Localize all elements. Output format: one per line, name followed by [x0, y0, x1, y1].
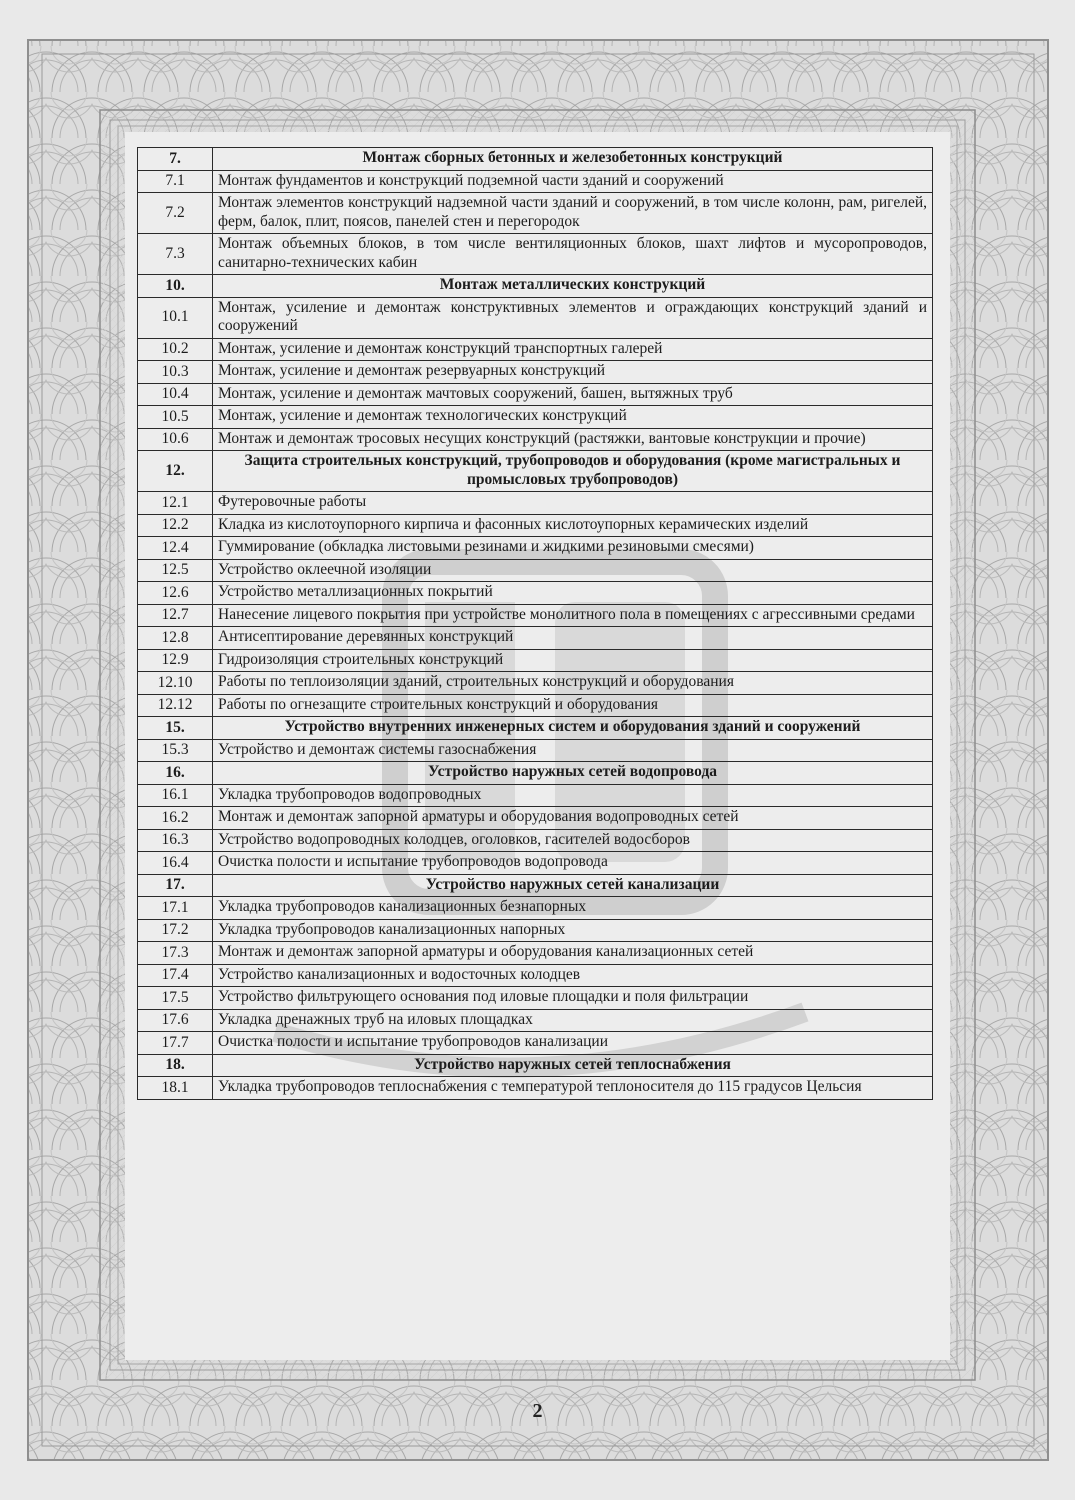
work-description: Устройство оклеечной изоляции	[213, 559, 933, 582]
table-row	[138, 492, 933, 515]
work-code: 16.	[138, 762, 213, 785]
table-row	[138, 852, 933, 875]
table-row	[138, 784, 933, 807]
work-code: 7.	[138, 148, 213, 171]
work-description: Гуммирование (обкладка листовыми резинами и жидкими резиновыми смесями)	[213, 537, 933, 560]
work-code: 12.2	[138, 514, 213, 537]
work-description: Футеровочные работы	[213, 492, 933, 515]
table-row	[138, 942, 933, 965]
work-description: Укладка трубопроводов водопроводных	[213, 784, 933, 807]
table-row	[138, 1009, 933, 1032]
work-code: 10.4	[138, 383, 213, 406]
work-description: Монтаж объемных блоков, в том числе вентиляционных блоков, шахт лифтов и мусоропроводов, санитарно-технических кабин	[213, 234, 933, 275]
work-code: 7.3	[138, 234, 213, 275]
table-row	[138, 649, 933, 672]
work-code: 17.2	[138, 919, 213, 942]
work-code: 12.8	[138, 627, 213, 650]
work-description: Устройство и демонтаж системы газоснабжения	[213, 739, 933, 762]
table-row	[138, 338, 933, 361]
work-code: 7.1	[138, 170, 213, 193]
work-description: Монтаж, усиление и демонтаж конструкций транспортных галерей	[213, 338, 933, 361]
work-code: 10.5	[138, 406, 213, 429]
work-code: 12.	[138, 451, 213, 492]
work-description: Монтаж и демонтаж запорной арматуры и оборудования водопроводных сетей	[213, 807, 933, 830]
work-description: Антисептирование деревянных конструкций	[213, 627, 933, 650]
work-code: 12.1	[138, 492, 213, 515]
work-code: 12.10	[138, 672, 213, 695]
work-description: Устройство канализационных и водосточных колодцев	[213, 964, 933, 987]
work-code: 18.	[138, 1054, 213, 1077]
work-description: Монтаж и демонтаж запорной арматуры и оборудования канализационных сетей	[213, 942, 933, 965]
table-row	[138, 964, 933, 987]
work-description: Кладка из кислотоупорного кирпича и фасонных кислотоупорных керамических изделий	[213, 514, 933, 537]
work-description: Укладка дренажных труб на иловых площадках	[213, 1009, 933, 1032]
work-code: 12.7	[138, 604, 213, 627]
work-description: Монтаж, усиление и демонтаж мачтовых сооружений, башен, вытяжных труб	[213, 383, 933, 406]
work-code: 10.3	[138, 361, 213, 384]
work-code: 16.4	[138, 852, 213, 875]
table-row	[138, 297, 933, 338]
section-title: Монтаж металлических конструкций	[213, 275, 933, 298]
work-description: Укладка трубопроводов канализационных напорных	[213, 919, 933, 942]
work-code: 12.9	[138, 649, 213, 672]
table-row	[138, 170, 933, 193]
table-row	[138, 582, 933, 605]
section-row	[138, 451, 933, 492]
table-row	[138, 604, 933, 627]
work-code: 17.4	[138, 964, 213, 987]
table-row	[138, 361, 933, 384]
table-row	[138, 672, 933, 695]
work-code: 17.3	[138, 942, 213, 965]
work-description: Работы по огнезащите строительных конструкций и оборудования	[213, 694, 933, 717]
table-row	[138, 428, 933, 451]
table-row	[138, 234, 933, 275]
section-row	[138, 762, 933, 785]
work-description: Укладка трубопроводов канализационных безнапорных	[213, 897, 933, 920]
table-row	[138, 627, 933, 650]
work-description: Устройство металлизационных покрытий	[213, 582, 933, 605]
section-title: Устройство наружных сетей теплоснабжения	[213, 1054, 933, 1077]
work-code: 12.6	[138, 582, 213, 605]
work-code: 12.5	[138, 559, 213, 582]
work-code: 10.6	[138, 428, 213, 451]
work-description: Монтаж и демонтаж тросовых несущих конструкций (растяжки, вантовые конструкции и прочие)	[213, 428, 933, 451]
work-description: Монтаж, усиление и демонтаж технологических конструкций	[213, 406, 933, 429]
section-title: Устройство внутренних инженерных систем и оборудования зданий и сооружений	[213, 717, 933, 740]
table-row	[138, 739, 933, 762]
section-row	[138, 275, 933, 298]
table-row	[138, 383, 933, 406]
work-code: 17.	[138, 874, 213, 897]
work-code: 18.1	[138, 1077, 213, 1100]
work-code: 10.	[138, 275, 213, 298]
table-row	[138, 829, 933, 852]
work-code: 15.3	[138, 739, 213, 762]
table-row	[138, 897, 933, 920]
work-code: 17.1	[138, 897, 213, 920]
section-row	[138, 717, 933, 740]
work-description: Монтаж фундаментов и конструкций подземной части зданий и сооружений	[213, 170, 933, 193]
section-row	[138, 148, 933, 171]
section-title: Защита строительных конструкций, трубопроводов и оборудования (кроме магистральных и промысловых трубопроводов)	[213, 451, 933, 492]
work-description: Очистка полости и испытание трубопроводов канализации	[213, 1032, 933, 1055]
work-code: 12.12	[138, 694, 213, 717]
works-table-body	[138, 148, 933, 1100]
table-row	[138, 694, 933, 717]
work-code: 10.2	[138, 338, 213, 361]
work-code: 17.5	[138, 987, 213, 1010]
work-description: Монтаж, усиление и демонтаж конструктивных элементов и ограждающих конструкций зданий и сооружений	[213, 297, 933, 338]
section-title: Монтаж сборных бетонных и железобетонных конструкций	[213, 148, 933, 171]
table-row	[138, 1077, 933, 1100]
work-description: Монтаж элементов конструкций надземной части зданий и сооружений, в том числе колонн, рам, ригелей, ферм, балок, плит, поясов, панелей стен и перегородок	[213, 193, 933, 234]
work-code: 16.2	[138, 807, 213, 830]
works-table	[137, 147, 933, 1100]
table-row	[138, 559, 933, 582]
section-row	[138, 874, 933, 897]
work-description: Очистка полости и испытание трубопроводов водопровода	[213, 852, 933, 875]
work-code: 16.3	[138, 829, 213, 852]
work-description: Устройство фильтрующего основания под иловые площадки и поля фильтрации	[213, 987, 933, 1010]
work-description: Укладка трубопроводов теплоснабжения с температурой теплоносителя до 115 градусов Цельсия	[213, 1077, 933, 1100]
work-description: Гидроизоляция строительных конструкций	[213, 649, 933, 672]
table-row	[138, 919, 933, 942]
work-description: Монтаж, усиление и демонтаж резервуарных конструкций	[213, 361, 933, 384]
table-row	[138, 987, 933, 1010]
work-description: Нанесение лицевого покрытия при устройстве монолитного пола в помещениях с агрессивными средами	[213, 604, 933, 627]
work-code: 7.2	[138, 193, 213, 234]
section-title: Устройство наружных сетей канализации	[213, 874, 933, 897]
page-number: 2	[532, 1400, 543, 1422]
table-row	[138, 537, 933, 560]
work-code: 17.6	[138, 1009, 213, 1032]
work-description: Работы по теплоизоляции зданий, строительных конструкций и оборудования	[213, 672, 933, 695]
work-code: 15.	[138, 717, 213, 740]
table-row	[138, 514, 933, 537]
table-row	[138, 807, 933, 830]
section-title: Устройство наружных сетей водопровода	[213, 762, 933, 785]
table-row	[138, 1032, 933, 1055]
work-description: Устройство водопроводных колодцев, оголовков, гасителей водосборов	[213, 829, 933, 852]
table-row	[138, 193, 933, 234]
section-row	[138, 1054, 933, 1077]
work-code: 12.4	[138, 537, 213, 560]
work-code: 16.1	[138, 784, 213, 807]
work-code: 10.1	[138, 297, 213, 338]
work-code: 17.7	[138, 1032, 213, 1055]
table-row	[138, 406, 933, 429]
